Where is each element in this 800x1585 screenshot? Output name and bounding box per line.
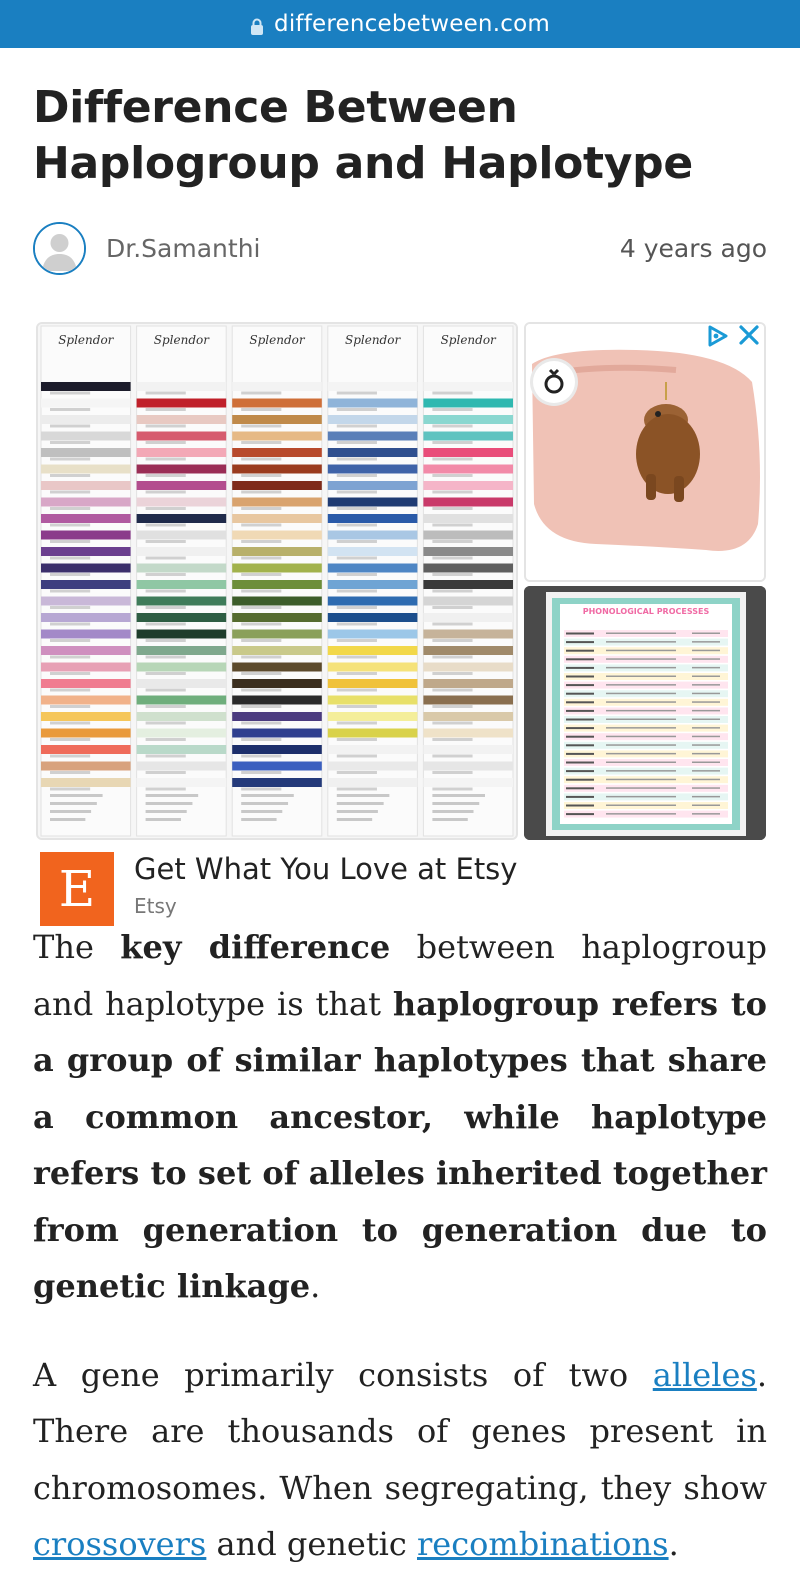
link-alleles[interactable]: alleles — [652, 1355, 757, 1394]
text-run: A gene primarily consists of two — [33, 1355, 653, 1394]
etsy-logo[interactable]: E — [40, 852, 114, 926]
text-run: between haplogroup and haplotype is that — [33, 928, 767, 1023]
text-run: . — [668, 1525, 679, 1563]
adchoices-icon[interactable] — [706, 324, 730, 348]
ad-image-earring[interactable] — [524, 322, 766, 582]
thread-card-label: Splendor — [440, 333, 496, 347]
author-name[interactable]: Dr.Samanthi — [106, 234, 261, 263]
avatar[interactable] — [33, 222, 86, 275]
author-row — [33, 222, 767, 276]
poster-title: PHONOLOGICAL PROCESSES — [582, 607, 710, 616]
lock-icon — [250, 15, 264, 32]
thread-card-label: Splendor — [344, 333, 401, 347]
text-run: The — [33, 928, 121, 966]
post-time: 4 years ago — [619, 234, 767, 263]
url-text: differencebetween.com — [274, 11, 550, 37]
ad-headline[interactable]: Get What You Love at Etsy — [134, 852, 518, 886]
ad-source: Etsy — [134, 894, 177, 918]
thread-card-label: Splendor — [58, 333, 114, 347]
text-run: . — [310, 1267, 321, 1305]
ad-image-poster[interactable] — [524, 586, 766, 840]
page-title: Difference Between Haplogroup and Haplotype — [33, 82, 693, 189]
bold-run: haplogroup refers to a group of similar haplotypes that share a common ancestor, while haplotype refers to set of alleles inherited together from generation to generation due to genetic linkage — [33, 984, 768, 1305]
text-run: . There are thousands of genes present in chromosomes. When segregating, they show — [33, 1355, 767, 1507]
link-crossovers[interactable]: crossovers — [33, 1525, 207, 1563]
close-icon[interactable] — [736, 322, 762, 348]
intro-paragraph — [33, 919, 767, 1315]
etsy-ad[interactable] — [36, 322, 766, 922]
thread-card-label: Splendor — [249, 333, 305, 347]
text-run: and genetic — [206, 1525, 417, 1563]
body-paragraph — [33, 1347, 767, 1573]
link-recombinations[interactable]: recombinations — [417, 1525, 669, 1563]
ad-image-thread-cards[interactable] — [36, 322, 518, 840]
url-bar[interactable] — [0, 0, 800, 48]
article-body — [33, 919, 767, 1573]
bold-run: key difference — [120, 928, 391, 966]
thread-card-label: Splendor — [153, 333, 210, 347]
